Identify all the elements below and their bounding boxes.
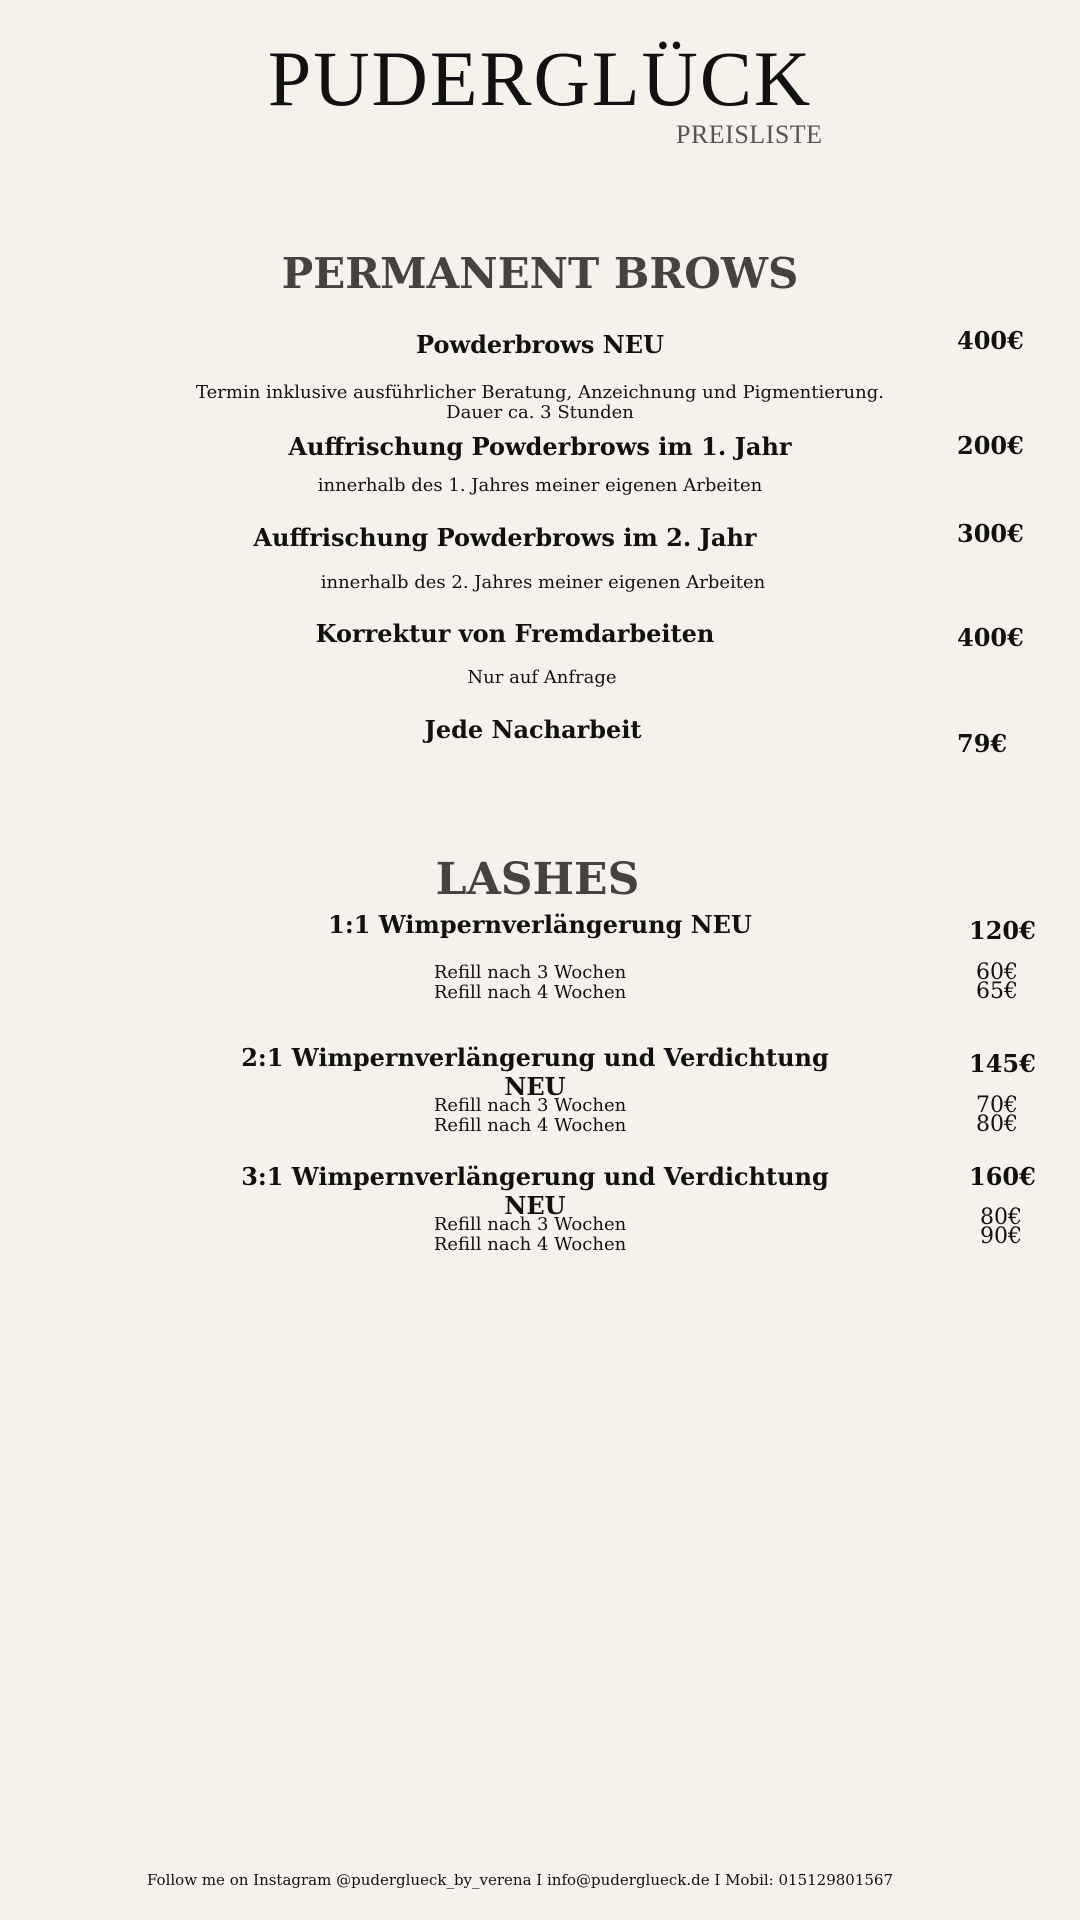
- refill-label: Refill nach 4 Wochen: [433, 982, 627, 1003]
- item-refills-lashes-2-1: [380, 1096, 680, 1136]
- item-refills-lashes-3-1: [380, 1215, 680, 1255]
- desc-line: Termin inklusive ausführlicher Beratung, Anzeichnung und Pigmentierung.: [196, 382, 884, 403]
- footer-contact: Follow me on Instagram @puderglueck_by_verena I info@puderglueck.de I Mobil: 015129801567: [146, 1871, 894, 1889]
- refill-label: Refill nach 4 Wochen: [433, 1234, 627, 1255]
- refill-price: 80€: [976, 1112, 1018, 1137]
- item-name-lashes-2-1: 2:1 Wimpernverlängerung und Verdichtung NEU: [241, 1043, 829, 1101]
- refill-label: Refill nach 3 Wochen: [433, 1214, 627, 1235]
- logo: PUDERGLÜCK: [267, 35, 813, 122]
- item-desc-korrektur: Nur auf Anfrage: [467, 667, 617, 688]
- item-price-lashes-1-1: 120€: [969, 916, 1036, 945]
- page-subtitle: PREISLISTE: [676, 120, 823, 149]
- item-price-lashes-3-1: 160€: [969, 1162, 1036, 1191]
- item-desc-auffrischung-1: innerhalb des 1. Jahres meiner eigenen Arbeiten: [317, 475, 763, 496]
- refill-price: 80€: [980, 1205, 1022, 1230]
- item-price-powderbrows: 400€: [957, 326, 1024, 355]
- item-refill-prices-lashes-3-1: [980, 1205, 1022, 1249]
- item-refills-lashes-1-1: [380, 963, 680, 1003]
- section-title-lashes: LASHES: [435, 854, 640, 905]
- item-price-auffrischung-1: 200€: [957, 431, 1024, 460]
- refill-label: Refill nach 4 Wochen: [433, 1115, 627, 1136]
- refill-label: Refill nach 3 Wochen: [433, 962, 627, 983]
- item-name-auffrischung-1: Auffrischung Powderbrows im 1. Jahr: [288, 432, 792, 461]
- item-price-nacharbeit: 79€: [957, 729, 1008, 758]
- item-name-auffrischung-2: Auffrischung Powderbrows im 2. Jahr: [253, 523, 757, 552]
- item-desc-auffrischung-2: innerhalb des 2. Jahres meiner eigenen Arbeiten: [320, 572, 766, 593]
- item-price-korrektur: 400€: [957, 623, 1024, 652]
- item-name-korrektur: Korrektur von Fremdarbeiten: [315, 619, 715, 648]
- refill-label: Refill nach 3 Wochen: [433, 1095, 627, 1116]
- item-price-lashes-2-1: 145€: [969, 1049, 1036, 1078]
- item-name-lashes-3-1: 3:1 Wimpernverlängerung und Verdichtung NEU: [241, 1162, 829, 1220]
- refill-price: 90€: [980, 1224, 1022, 1249]
- item-name-powderbrows: Powderbrows NEU: [416, 330, 664, 359]
- refill-price: 65€: [976, 979, 1018, 1004]
- refill-price: 70€: [976, 1093, 1018, 1118]
- item-desc-powderbrows: [180, 383, 900, 423]
- item-refill-prices-lashes-2-1: [976, 1093, 1018, 1137]
- item-name-lashes-1-1: 1:1 Wimpernverlängerung NEU: [328, 910, 752, 939]
- item-name-nacharbeit: Jede Nacharbeit: [424, 715, 642, 744]
- item-refill-prices-lashes-1-1: [976, 960, 1018, 1004]
- refill-price: 60€: [976, 960, 1018, 985]
- desc-line: Dauer ca. 3 Stunden: [446, 402, 634, 423]
- section-title-brows: PERMANENT BROWS: [281, 249, 799, 298]
- item-price-auffrischung-2: 300€: [957, 519, 1024, 548]
